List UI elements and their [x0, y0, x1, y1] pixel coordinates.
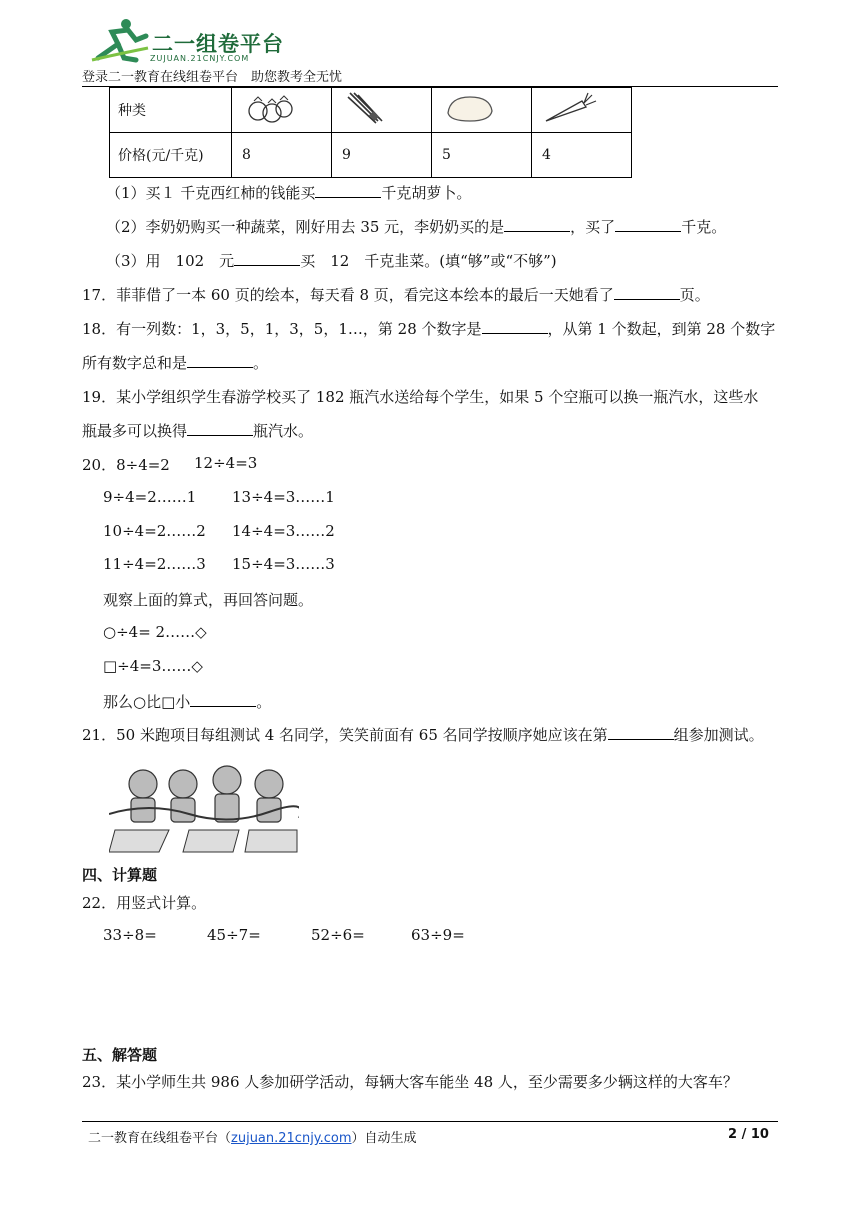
logo-subtext: ZUJUAN.21CNJY.COM [150, 54, 250, 63]
table-row [110, 88, 632, 133]
question-20-eq: 15÷4=3……3 [232, 555, 335, 573]
table-row [110, 133, 632, 178]
question-22-stem: 22．用竖式计算。 [82, 894, 207, 912]
question-20-eq: 9÷4=2……1 [103, 488, 197, 506]
row-label-price: 价格(元/千克) [110, 133, 232, 178]
header-tagline: 登录二一教育在线组卷平台 助您教考全无忧 [82, 70, 343, 85]
price-cell: 5 [432, 133, 532, 178]
question-17: 17．菲菲借了一本 60 页的绘本，每天看 8 页，看完这本绘本的最后一天她看了 页。 [82, 286, 710, 304]
price-table [109, 87, 632, 178]
price-cell: 9 [332, 133, 432, 178]
q16-part1: （1）买１ 千克西红柿的钱能买 千克胡萝卜。 [106, 184, 472, 202]
calc-item: 45÷7= [207, 926, 261, 944]
answer-blank[interactable] [190, 692, 256, 707]
answer-blank[interactable] [187, 353, 253, 368]
section-title-calculation: 四、计算题 [82, 866, 158, 884]
calc-item: 52÷6= [311, 926, 365, 944]
footer-divider [82, 1121, 778, 1122]
children-running-illustration [109, 758, 299, 856]
question-20-eq: 14÷4=3……2 [232, 522, 335, 540]
answer-blank[interactable] [187, 421, 253, 436]
row-label-type: 种类 [110, 88, 232, 133]
logo-text: 二一组卷平台 [152, 32, 284, 56]
question-20-eq: 20．8÷4=2 [82, 456, 170, 474]
question-23: 23．某小学师生共 986 人参加研学活动，每辆大客车能坐 48 人，至少需要多少辆这样的大客车？ [82, 1073, 738, 1091]
question-19-line1: 19．某小学组织学生春游学校买了 182 瓶汽水送给每个学生，如果 5 个空瓶可以换一瓶汽水，这些水 [82, 388, 759, 406]
answer-blank[interactable] [482, 319, 548, 334]
question-18-line2: 所有数字总和是 。 [82, 354, 269, 372]
carrot-icon [542, 91, 598, 125]
footer-link[interactable]: zujuan.21cnjy.com [231, 1131, 352, 1146]
radish-icon [442, 91, 498, 125]
radish-cell [432, 88, 532, 133]
tomato-cell [232, 88, 332, 133]
page-number: 2 / 10 [728, 1127, 769, 1142]
question-18-line1: 18．有一列数：1，3，5，1，3，5，1…，第 28 个数字是 ，从第 1 个数起，到第 28 个数字 [82, 320, 776, 338]
q16-part3: （3）用 102 元 买 12 千克韭菜。(填“够”或“不够”) [106, 252, 557, 270]
answer-blank[interactable] [504, 217, 570, 232]
calc-item: 33÷8= [103, 926, 157, 944]
question-20-eq: 13÷4=3……1 [232, 488, 335, 506]
section-title-answer: 五、解答题 [82, 1046, 158, 1064]
question-19-line2: 瓶最多可以换得 瓶汽水。 [82, 422, 314, 440]
tomato-icon [242, 91, 298, 125]
question-20-eq: □÷4=3……◇ [103, 657, 203, 675]
chives-icon [342, 91, 398, 125]
runner-icon [92, 19, 148, 60]
price-cell: 4 [532, 133, 632, 178]
chives-cell [332, 88, 432, 133]
question-20-eq: ○÷4= 2……◇ [103, 623, 207, 641]
answer-blank[interactable] [315, 183, 381, 198]
question-20-eq: 12÷4=3 [194, 454, 258, 472]
question-20-eq: 10÷4=2……2 [103, 522, 206, 540]
answer-blank[interactable] [615, 217, 681, 232]
question-20-instruction: 观察上面的算式，再回答问题。 [103, 591, 314, 609]
footer-source: 二一教育在线组卷平台（zujuan.21cnjy.com）自动生成 [88, 1131, 417, 1146]
answer-blank[interactable] [608, 725, 674, 740]
question-21: 21．50 米跑项目每组测试 4 名同学，笑笑前面有 65 名同学按顺序她应该在第 组参加测试。 [82, 726, 764, 744]
answer-blank[interactable] [234, 251, 300, 266]
price-cell: 8 [232, 133, 332, 178]
calc-item: 63÷9= [411, 926, 465, 944]
question-20-eq: 11÷4=2……3 [103, 555, 206, 573]
carrot-cell [532, 88, 632, 133]
q16-part2: （2）李奶奶购买一种蔬菜，刚好用去 35 元，李奶奶买的是 ，买了 千克。 [106, 218, 727, 236]
answer-blank[interactable] [614, 285, 680, 300]
question-20-ask: 那么○比□小 。 [103, 693, 272, 711]
